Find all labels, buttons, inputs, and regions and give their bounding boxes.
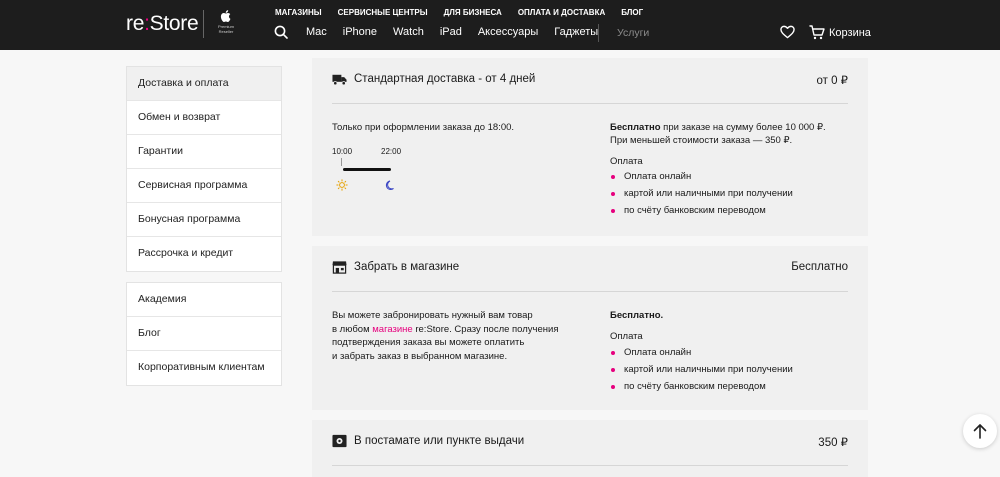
top-header <box>0 0 1000 50</box>
free-delivery-condition <box>610 121 826 135</box>
pickup-free-bold: Бесплатно. <box>610 310 664 321</box>
payment-method-bank-transfer: по счёту банковским переводом <box>610 205 766 216</box>
logo-colon: : <box>144 12 150 35</box>
free-delivery-bold: Бесплатно <box>610 122 661 133</box>
sidebar-item-blog[interactable]: Блог <box>127 317 281 351</box>
delivery-option-pickup <box>312 246 868 410</box>
payment-method-bank-transfer: по счёту банковским переводом <box>610 381 766 392</box>
card-title: Стандартная доставка - от 4 дней <box>354 73 536 85</box>
delivery-time-bar <box>343 168 391 171</box>
sidebar-menu-secondary <box>126 282 282 386</box>
time-start-label: 10:00 <box>332 147 353 156</box>
time-tick-start <box>341 158 342 166</box>
pickup-description <box>332 309 558 363</box>
pickup-desc-line-3: подтверждения заказа вы можете оплатить <box>332 337 525 348</box>
badge-line-2: Reseller <box>218 29 234 34</box>
badge-line-1: Premium <box>217 24 234 29</box>
pickup-desc-line-4: и забрать заказ в выбранном магазине. <box>332 350 508 362</box>
top-nav-payment-delivery[interactable]: ОПЛАТА И ДОСТАВКА <box>517 8 606 17</box>
main-nav <box>306 26 614 38</box>
logo-divider <box>203 10 204 38</box>
sun-icon <box>336 179 348 191</box>
logo-text-re: re <box>126 12 145 35</box>
search-icon[interactable] <box>274 25 288 39</box>
premium-reseller-text <box>214 24 238 34</box>
main-nav-ipad[interactable]: iPad <box>439 26 462 38</box>
sidebar-item-exchange-return[interactable]: Обмен и возврат <box>127 101 281 135</box>
order-deadline-note: Только при оформлении заказа до 18:00. <box>332 122 515 133</box>
top-nav-stores[interactable]: МАГАЗИНЫ <box>275 8 322 17</box>
payment-title: Оплата <box>610 156 643 167</box>
main-nav-mac[interactable]: Mac <box>306 26 327 38</box>
sidebar-item-delivery-payment[interactable]: Доставка и оплата <box>127 67 281 101</box>
card-price: Бесплатно <box>791 261 848 273</box>
favorites-heart-icon[interactable] <box>780 25 795 39</box>
store-icon <box>332 260 347 274</box>
main-nav-iphone[interactable]: iPhone <box>342 26 378 38</box>
arrow-up-icon <box>973 423 987 439</box>
payment-method-card-cash: картой или наличными при получении <box>610 188 793 199</box>
top-nav-blog[interactable]: БЛОГ <box>621 8 644 17</box>
cart-label[interactable]: Корзина <box>829 27 871 39</box>
main-nav-services[interactable]: Услуги <box>617 27 650 39</box>
top-nav-service-centers[interactable]: СЕРВИСНЫЕ ЦЕНТРЫ <box>337 8 428 17</box>
stores-link[interactable]: магазине <box>372 323 413 335</box>
top-nav <box>275 8 659 20</box>
time-end-label: 22:00 <box>381 147 402 156</box>
payment-method-online: Оплата онлайн <box>610 171 691 182</box>
nav-divider <box>598 24 599 42</box>
sidebar-item-corporate[interactable]: Корпоративным клиентам <box>138 361 265 373</box>
apple-icon <box>220 10 231 22</box>
truck-icon <box>332 72 347 86</box>
payment-method-online: Оплата онлайн <box>610 347 691 358</box>
logo-text-store: Store <box>149 12 199 35</box>
main-nav-gadgets[interactable]: Гаджеты <box>554 26 599 38</box>
free-delivery-rest: при заказе на сумму более 10 000 ₽. <box>663 122 826 133</box>
card-header[interactable] <box>332 260 848 292</box>
paid-delivery-condition: При меньшей стоимости заказа — 350 ₽. <box>610 135 793 146</box>
card-title: В постамате или пункте выдачи <box>354 435 525 447</box>
card-header[interactable] <box>332 72 848 104</box>
card-header[interactable] <box>332 434 848 466</box>
pickup-free-label <box>610 309 663 323</box>
pickup-desc-line-1: Вы можете забронировать нужный вам товар <box>332 310 533 321</box>
sidebar-item-installments-credit[interactable]: Рассрочка и кредит <box>138 247 234 259</box>
postamat-icon <box>332 434 347 448</box>
sidebar-item-service-program[interactable]: Сервисная программа <box>127 169 281 203</box>
sidebar-menu-main <box>126 66 282 272</box>
card-price: от 0 ₽ <box>816 75 848 87</box>
moon-icon <box>385 179 397 191</box>
delivery-option-standard <box>312 58 868 236</box>
top-nav-business[interactable]: ДЛЯ БИЗНЕСА <box>443 8 502 17</box>
cart-icon[interactable] <box>809 24 825 40</box>
delivery-option-postamat <box>312 420 868 477</box>
payment-title: Оплата <box>610 331 643 342</box>
scroll-to-top-button[interactable] <box>963 414 997 448</box>
main-nav-watch[interactable]: Watch <box>393 26 424 38</box>
main-nav-accessories[interactable]: Аксессуары <box>477 26 539 38</box>
apple-premium-reseller-badge <box>214 10 238 38</box>
pickup-desc-line-2b: re:Store. Сразу после получения <box>415 323 559 335</box>
card-price: 350 ₽ <box>818 437 848 449</box>
payment-method-card-cash: картой или наличными при получении <box>610 364 793 375</box>
card-title: Забрать в магазине <box>354 261 460 273</box>
sidebar-item-warranty[interactable]: Гарантии <box>127 135 281 169</box>
sidebar-item-bonus-program[interactable]: Бонусная программа <box>127 203 281 237</box>
sidebar-item-academy[interactable]: Академия <box>127 283 281 317</box>
restore-logo[interactable] <box>126 12 198 36</box>
pickup-desc-line-2a: в любом <box>332 323 370 335</box>
